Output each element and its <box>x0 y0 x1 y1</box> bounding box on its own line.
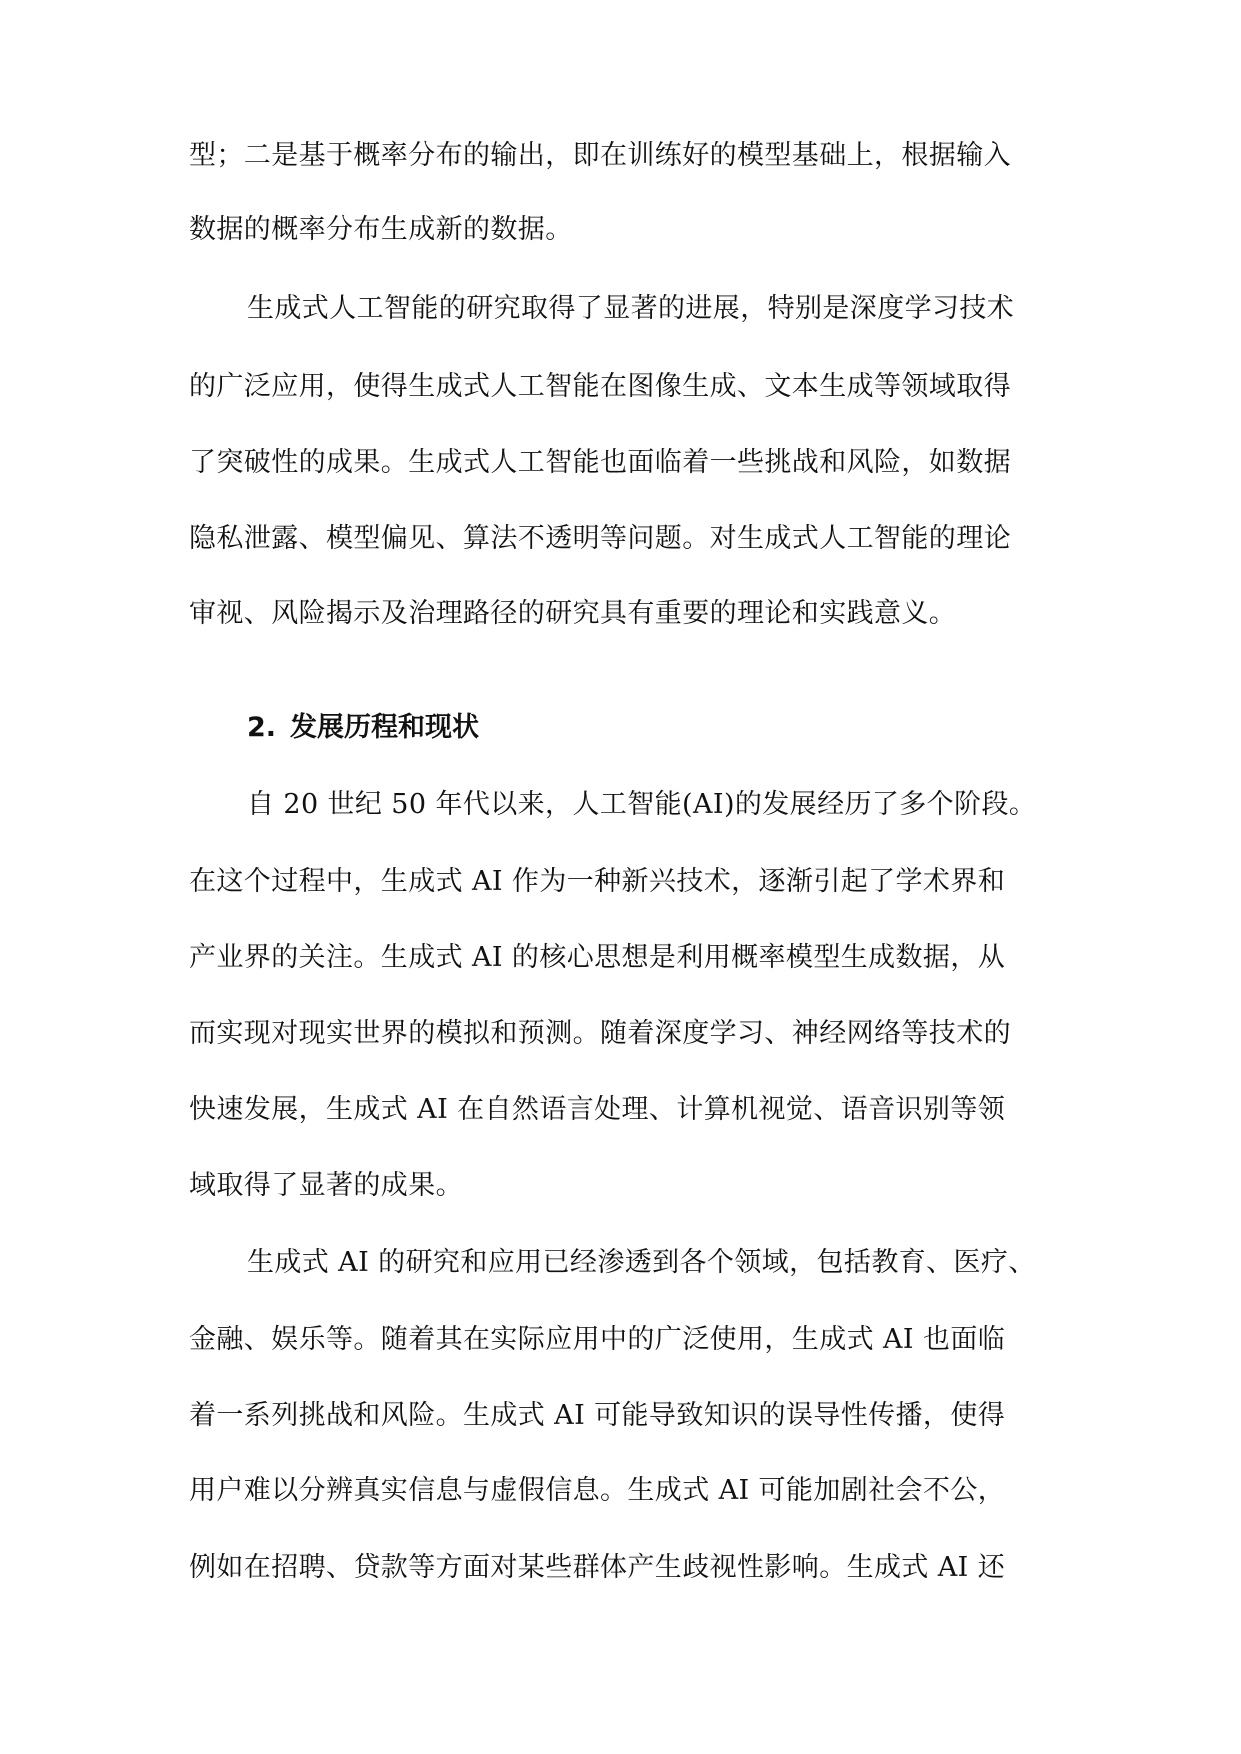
paragraph-4-line-1: 生成式 AI 的研究和应用已经渗透到各个领域，包括教育、医疗、 <box>247 1247 1036 1278</box>
paragraph-1-line-1: 型；二是基于概率分布的输出，即在训练好的模型基础上，根据输入 <box>189 140 1011 171</box>
paragraph-4-line-2: 金融、娱乐等。随着其在实际应用中的广泛使用，生成式 AI 也面临 <box>189 1324 1006 1355</box>
paragraph-2-line-2: 的广泛应用，使得生成式人工智能在图像生成、文本生成等领域取得 <box>189 371 1011 402</box>
paragraph-2-line-1: 生成式人工智能的研究取得了显著的进展，特别是深度学习技术 <box>247 293 1015 324</box>
paragraph-1-line-2: 数据的概率分布生成新的数据。 <box>189 214 573 245</box>
paragraph-3-line-1: 自 20 世纪 50 年代以来，人工智能(AI)的发展经历了多个阶段。 <box>247 789 1037 820</box>
paragraph-2-line-4: 隐私泄露、模型偏见、算法不透明等问题。对生成式人工智能的理论 <box>189 523 1011 554</box>
paragraph-3-line-3: 产业界的关注。生成式 AI 的核心思想是利用概率模型生成数据，从 <box>189 942 1006 973</box>
paragraph-2-line-3: 了突破性的成果。生成式人工智能也面临着一些挑战和风险，如数据 <box>189 447 1011 478</box>
paragraph-3-line-2: 在这个过程中，生成式 AI 作为一种新兴技术，逐渐引起了学术界和 <box>189 866 1006 897</box>
section-title: 发展历程和现状 <box>290 712 480 743</box>
paragraph-2-line-5: 审视、风险揭示及治理路径的研究具有重要的理论和实践意义。 <box>189 598 957 629</box>
paragraph-4-line-5: 例如在招聘、贷款等方面对某些群体产生歧视性影响。生成式 AI 还 <box>189 1552 1006 1583</box>
paragraph-3-line-5: 快速发展，生成式 AI 在自然语言处理、计算机视觉、语音识别等领 <box>189 1094 1006 1125</box>
section-heading <box>247 710 479 746</box>
paragraph-3-line-6: 域取得了显著的成果。 <box>189 1170 463 1201</box>
paragraph-3-line-4: 而实现对现实世界的模拟和预测。随着深度学习、神经网络等技术的 <box>189 1018 1011 1049</box>
paragraph-4-line-3: 着一系列挑战和风险。生成式 AI 可能导致知识的误导性传播，使得 <box>189 1400 1006 1431</box>
section-number: 2. <box>247 712 277 743</box>
paragraph-4-line-4: 用户难以分辨真实信息与虚假信息。生成式 AI 可能加剧社会不公， <box>189 1475 1006 1506</box>
